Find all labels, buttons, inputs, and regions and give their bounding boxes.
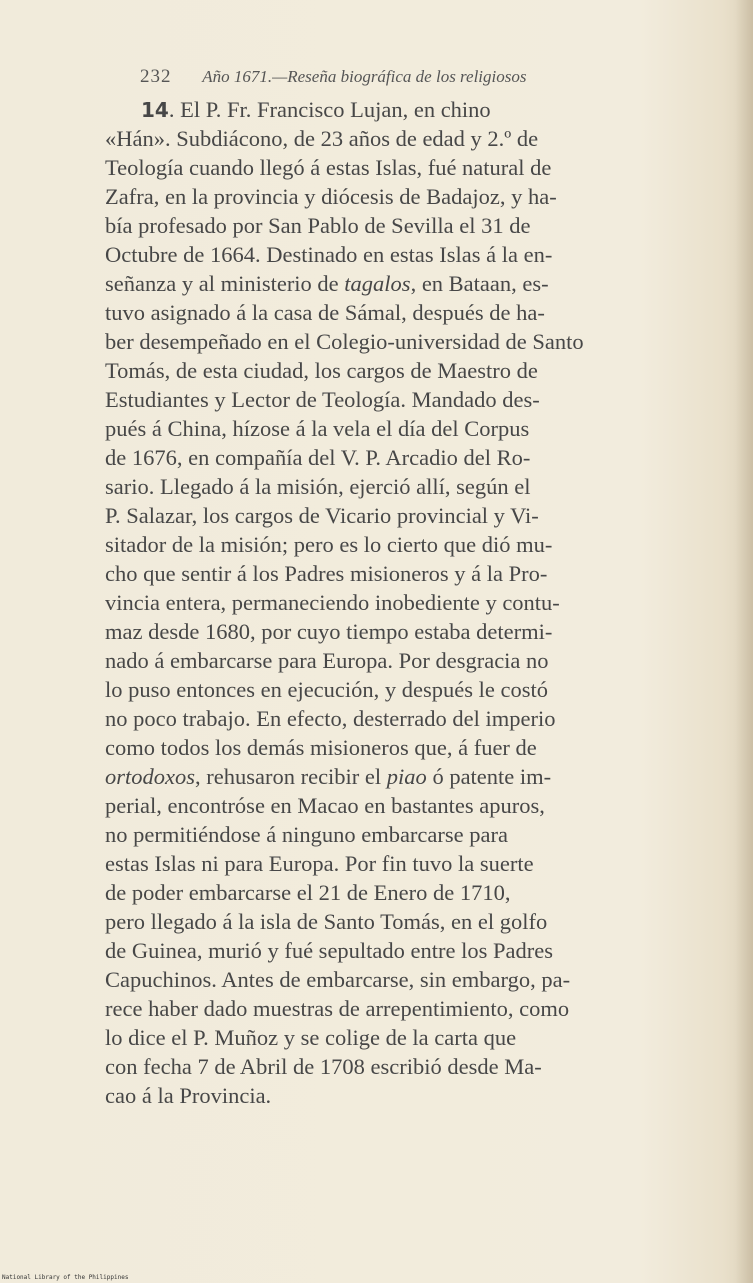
page-number: 232 (140, 66, 172, 87)
page-header (140, 66, 610, 88)
text-line-content: Tomás, de esta ciudad, los cargos de Maestro de (105, 358, 538, 383)
text-line-content: con fecha 7 de Abril de 1708 escribió desde Ma- (105, 1054, 542, 1079)
text-line-content: Teología cuando llegó á estas Islas, fué natural de (105, 155, 552, 180)
text-line-content: Octubre de 1664. Destinado en estas Islas á la en- (105, 242, 553, 267)
italic-term: tagalos (344, 271, 411, 296)
text-line-content: ó patente im- (432, 764, 552, 789)
text-line-content: maz desde 1680, por cuyo tiempo estaba determi- (105, 619, 553, 644)
text-line-content: vincia entera, permaneciendo inobediente y contu- (105, 590, 560, 615)
text-line-content: señanza y al ministerio de (105, 271, 339, 296)
text-line (105, 907, 661, 936)
text-line (105, 588, 661, 617)
text-line (105, 762, 661, 791)
text-line-content: de 1676, en compañía del V. P. Arcadio del Ro- (105, 445, 531, 470)
text-line-content: ber desempeñado en el Colegio-universidad de Santo (105, 329, 584, 354)
text-line (105, 356, 661, 385)
text-line-content: P. Salazar, los cargos de Vicario provincial y Vi- (105, 503, 539, 528)
text-line (105, 530, 661, 559)
text-line (105, 646, 661, 675)
text-line-content: Zafra, en la provincia y diócesis de Badajoz, y ha- (105, 184, 557, 209)
text-line-content: cho que sentir á los Padres misioneros y á la Pro- (105, 561, 548, 586)
text-line-content: no permitiéndose á ninguno embarcarse para (105, 822, 508, 847)
text-line-content: de Guinea, murió y fué sepultado entre los Padres (105, 938, 554, 963)
text-line-content: lo dice el P. Muñoz y se colige de la carta que (105, 1025, 517, 1050)
text-line (105, 849, 661, 878)
text-line-content: cao á la Provincia. (105, 1083, 272, 1108)
text-line (105, 878, 661, 907)
text-line-content: bía profesado por San Pablo de Sevilla el 31 de (105, 213, 531, 238)
text-line (105, 1052, 661, 1081)
text-line (105, 501, 661, 530)
text-line (105, 704, 661, 733)
text-line (105, 994, 661, 1023)
text-line (105, 182, 661, 211)
text-line (105, 124, 661, 153)
text-line-content: no poco trabajo. En efecto, desterrado del imperio (105, 706, 556, 731)
text-line (105, 240, 661, 269)
library-credit: National Library of the Philippines (2, 1274, 129, 1281)
running-title: Año 1671.—Reseña biográfica de los religiosos (202, 67, 527, 86)
text-line-content: estas Islas ni para Europa. Por fin tuvo la suerte (105, 851, 534, 876)
text-line (105, 617, 661, 646)
text-line (105, 298, 661, 327)
text-line (105, 95, 661, 124)
text-line-content: , rehusaron recibir el (195, 764, 382, 789)
text-line (105, 414, 661, 443)
text-line-content: «Hán». Subdiácono, de 23 años de edad y 2.º de (105, 126, 539, 151)
text-line (105, 675, 661, 704)
text-line (105, 1081, 661, 1110)
text-line (105, 820, 661, 849)
text-line-content: perial, encontróse en Macao en bastantes apuros, (105, 793, 545, 818)
text-line-content: pero llegado á la isla de Santo Tomás, en el golfo (105, 909, 548, 934)
text-line-content: nado á embarcarse para Europa. Por desgracia no (105, 648, 549, 673)
text-line-content: Estudiantes y Lector de Teología. Mandado des- (105, 387, 540, 412)
text-line (105, 327, 661, 356)
text-line (105, 733, 661, 762)
text-line (105, 936, 661, 965)
text-line (105, 791, 661, 820)
text-line (105, 385, 661, 414)
text-line (105, 269, 661, 298)
italic-term: ortodoxos (105, 764, 195, 789)
italic-term: piao (386, 764, 427, 789)
text-line-content: sitador de la misión; pero es lo cierto que dió mu- (105, 532, 553, 557)
text-line (105, 1023, 661, 1052)
entry-text (105, 95, 661, 1110)
text-line (105, 965, 661, 994)
text-line (105, 559, 661, 588)
text-line-content: Capuchinos. Antes de embarcarse, sin embargo, pa- (105, 967, 571, 992)
text-line-content: lo puso entonces en ejecución, y después le costó (105, 677, 549, 702)
text-line (105, 443, 661, 472)
text-line-content: como todos los demás misioneros que, á fuer de (105, 735, 537, 760)
text-line (105, 472, 661, 501)
text-line-content: . El P. Fr. Francisco Lujan, en chino (168, 97, 491, 122)
text-line-content: de poder embarcarse el 21 de Enero de 1710, (105, 880, 511, 905)
page-edge-shadow (735, 0, 753, 1283)
text-line (105, 153, 661, 182)
text-line (105, 211, 661, 240)
text-line-content: pués á China, hízose á la vela el día del Corpus (105, 416, 530, 441)
text-line-content: sario. Llegado á la misión, ejerció allí, según el (105, 474, 531, 499)
section-number: 14 (141, 98, 169, 122)
text-line-content: rece haber dado muestras de arrepentimiento, como (105, 996, 570, 1021)
text-line-content: , en Bataan, es- (410, 271, 549, 296)
text-line-content: tuvo asignado á la casa de Sámal, después de ha- (105, 300, 545, 325)
